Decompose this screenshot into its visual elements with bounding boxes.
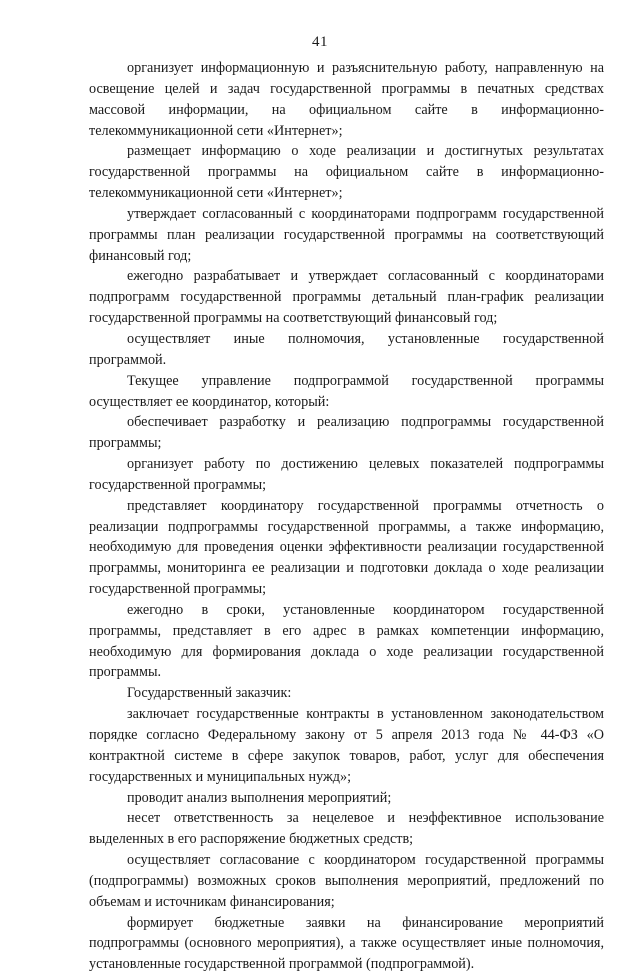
paragraph: проводит анализ выполнения мероприятий; xyxy=(127,789,392,806)
paragraph: утверждает согласованный с координаторами подпрограмм государственной программы план реализации государственной программы на соответствующий финансовый год; xyxy=(89,205,604,264)
paragraph: представляет координатору государственной программы отчетность о реализации подпрограммы государственной программы, а также информацию, необходимую для проведения оценки эффективности реализации государственной программы, мониторинга ее реализации и подготовки доклада о ходе реализации государственной программы; xyxy=(89,497,604,598)
paragraph: обеспечивает разработку и реализацию подпрограммы государственной программы; xyxy=(89,414,604,452)
paragraph: размещает информацию о ходе реализации и достигнутых результатах государственной программы на официальном сайте в информационно-телекоммуникационной сети «Интернет»; xyxy=(89,143,604,202)
document-body xyxy=(89,58,604,975)
paragraph: ежегодно в сроки, установленные координатором государственной программы, представляет в его адрес в рамках компетенции информацию, необходимую для формирования доклада о ходе реализации государственной программы. xyxy=(89,601,604,681)
paragraph: несет ответственность за нецелевое и неэффективное использование выделенных в его распоряжение бюджетных средств; xyxy=(89,810,604,848)
paragraph: организует работу по достижению целевых показателей подпрограммы государственной программы; xyxy=(89,456,604,493)
paragraph: заключает государственные контракты в установленном законодательством порядке согласно Федеральному закону от 5 апреля 2013 года № 44-ФЗ «О контрактной системе в сфере закупок товаров, работ, услуг для обеспечения государственных и муниципальных нужд»; xyxy=(89,706,604,785)
paragraph: организует информационную и разъяснительную работу, направленную на освещение целей и задач государственной программы в печатных средствах массовой информации, на официальном сайте в информационно-телекоммуникационной сети «Интернет»; xyxy=(89,60,604,139)
paragraph: ежегодно разрабатывает и утверждает согласованный с координаторами подпрограмм государственной программы детальный план-график реализации государственной программы на соответствующий финансовый год; xyxy=(89,268,604,327)
paragraph: Государственный заказчик: xyxy=(127,685,292,702)
page-number: 41 xyxy=(312,34,328,50)
paragraph: Текущее управление подпрограммой государственной программы осуществляет ее координатор, который: xyxy=(89,372,604,410)
paragraph: формирует бюджетные заявки на финансирование мероприятий подпрограммы (основного мероприятия), а также осуществляет иные полномочия, установленные государственной программой (подпрограммой). xyxy=(89,914,604,973)
paragraph: осуществляет согласование с координатором государственной программы (подпрограммы) возможных сроков выполнения мероприятий, предложений по объемам и источникам финансирования; xyxy=(89,852,604,910)
paragraph: осуществляет иные полномочия, установленные государственной программой. xyxy=(89,330,604,368)
